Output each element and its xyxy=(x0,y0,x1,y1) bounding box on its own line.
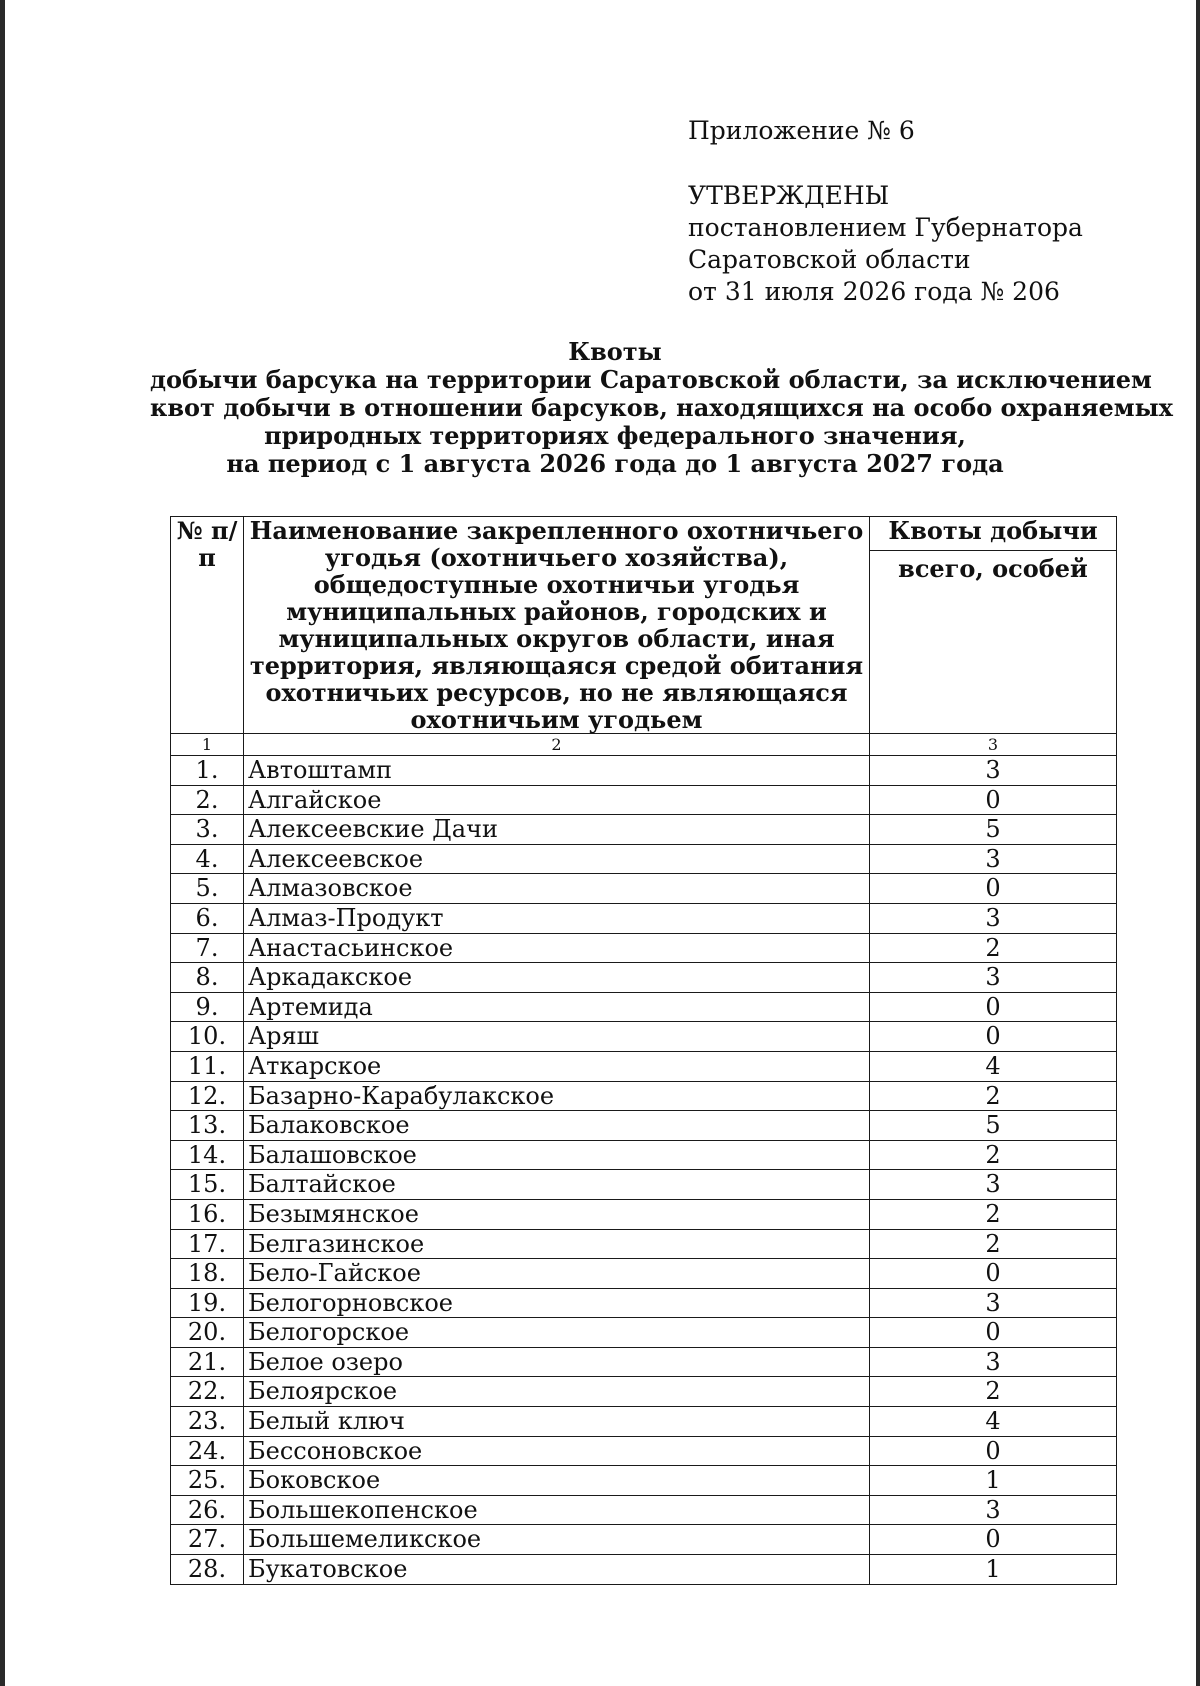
row-quota: 3 xyxy=(870,1347,1117,1377)
row-quota: 1 xyxy=(870,1555,1117,1585)
row-number: 13. xyxy=(171,1111,244,1141)
row-number: 27. xyxy=(171,1525,244,1555)
row-name: Алексеевские Дачи xyxy=(244,815,870,845)
row-name: Аткарское xyxy=(244,1051,870,1081)
row-quota: 5 xyxy=(870,1111,1117,1141)
row-number: 11. xyxy=(171,1051,244,1081)
header-num: № п/п xyxy=(171,517,244,734)
row-name: Большемеликское xyxy=(244,1525,870,1555)
row-name: Алмаз-Продукт xyxy=(244,903,870,933)
row-quota: 0 xyxy=(870,874,1117,904)
row-name: Анастасьинское xyxy=(244,933,870,963)
table-row xyxy=(171,1525,1117,1555)
table-row xyxy=(171,1347,1117,1377)
row-quota: 3 xyxy=(870,1288,1117,1318)
quota-table xyxy=(170,516,1117,1585)
table-body xyxy=(171,756,1117,1585)
row-quota: 3 xyxy=(870,903,1117,933)
table-row xyxy=(171,1466,1117,1496)
row-quota: 3 xyxy=(870,1170,1117,1200)
approval-line: Саратовской области xyxy=(688,245,971,274)
table-row xyxy=(171,1170,1117,1200)
row-number: 4. xyxy=(171,844,244,874)
row-quota: 5 xyxy=(870,815,1117,845)
header-name: Наименование закрепленного охотничьего угодья (охотничьего хозяйства), общедоступные охотничьи угодья муниципальных районов, городских и муниципальных округов области, иная территория, являющаяся средой обитания охотничьих ресурсов, но не являющаяся охотничьим угодьем xyxy=(244,517,870,734)
row-number: 19. xyxy=(171,1288,244,1318)
title-line: квот добычи в отношении барсуков, находящихся на особо охраняемых xyxy=(150,393,1173,422)
appendix-label: Приложение № 6 xyxy=(688,116,915,145)
row-quota: 3 xyxy=(870,1495,1117,1525)
table-row xyxy=(171,1022,1117,1052)
row-quota: 2 xyxy=(870,1140,1117,1170)
column-number: 1 xyxy=(171,734,244,756)
row-number: 10. xyxy=(171,1022,244,1052)
row-name: Белое озеро xyxy=(244,1347,870,1377)
row-name: Белгазинское xyxy=(244,1229,870,1259)
row-quota: 2 xyxy=(870,1229,1117,1259)
row-quota: 3 xyxy=(870,844,1117,874)
row-name: Боковское xyxy=(244,1466,870,1496)
row-name: Балтайское xyxy=(244,1170,870,1200)
approval-line: постановлением Губернатора xyxy=(688,213,1083,242)
row-name: Автоштамп xyxy=(244,756,870,786)
row-name: Букатовское xyxy=(244,1555,870,1585)
scan-edge-left xyxy=(0,0,5,1686)
row-quota: 2 xyxy=(870,933,1117,963)
table-row xyxy=(171,1495,1117,1525)
table-row xyxy=(171,1288,1117,1318)
row-number: 20. xyxy=(171,1318,244,1348)
row-number: 8. xyxy=(171,963,244,993)
table-row xyxy=(171,815,1117,845)
row-number: 6. xyxy=(171,903,244,933)
row-quota: 4 xyxy=(870,1051,1117,1081)
title-line: добычи барсука на территории Саратовской области, за исключением xyxy=(150,365,1152,394)
table-row xyxy=(171,1555,1117,1585)
table-row xyxy=(171,963,1117,993)
row-number: 3. xyxy=(171,815,244,845)
table-row xyxy=(171,844,1117,874)
row-number: 9. xyxy=(171,992,244,1022)
header-quota-sub: всего, особей xyxy=(870,551,1117,734)
row-name: Балашовское xyxy=(244,1140,870,1170)
row-name: Артемида xyxy=(244,992,870,1022)
title-line: на период с 1 августа 2026 года до 1 августа 2027 года xyxy=(226,449,1004,478)
table-row xyxy=(171,1407,1117,1437)
scan-edge-right xyxy=(1196,0,1200,1686)
row-name: Алмазовское xyxy=(244,874,870,904)
row-name: Бело-Гайское xyxy=(244,1259,870,1289)
row-number: 17. xyxy=(171,1229,244,1259)
row-number: 7. xyxy=(171,933,244,963)
row-name: Белоярское xyxy=(244,1377,870,1407)
row-number: 12. xyxy=(171,1081,244,1111)
table-row xyxy=(171,992,1117,1022)
row-number: 15. xyxy=(171,1170,244,1200)
table-row xyxy=(171,933,1117,963)
table-row xyxy=(171,874,1117,904)
row-name: Балаковское xyxy=(244,1111,870,1141)
row-quota: 0 xyxy=(870,992,1117,1022)
row-quota: 0 xyxy=(870,1022,1117,1052)
row-number: 5. xyxy=(171,874,244,904)
row-quota: 2 xyxy=(870,1199,1117,1229)
header-quota-group: Квоты добычи xyxy=(870,517,1117,551)
approval-line: от 31 июля 2026 года № 206 xyxy=(688,277,1060,306)
row-number: 28. xyxy=(171,1555,244,1585)
row-quota: 3 xyxy=(870,756,1117,786)
row-quota: 2 xyxy=(870,1081,1117,1111)
row-number: 18. xyxy=(171,1259,244,1289)
table-row xyxy=(171,1111,1117,1141)
column-number: 3 xyxy=(870,734,1117,756)
table-row xyxy=(171,1229,1117,1259)
table-row xyxy=(171,1051,1117,1081)
row-number: 2. xyxy=(171,785,244,815)
row-quota: 2 xyxy=(870,1377,1117,1407)
title-line: природных территориях федерального значения, xyxy=(264,421,966,450)
table-row xyxy=(171,1318,1117,1348)
row-number: 23. xyxy=(171,1407,244,1437)
row-name: Белогорское xyxy=(244,1318,870,1348)
document-title xyxy=(150,337,1173,478)
row-name: Белогорновское xyxy=(244,1288,870,1318)
row-name: Большекопенское xyxy=(244,1495,870,1525)
row-number: 14. xyxy=(171,1140,244,1170)
table-row xyxy=(171,903,1117,933)
row-name: Белый ключ xyxy=(244,1407,870,1437)
row-name: Аркадакское xyxy=(244,963,870,993)
row-name: Алексеевское xyxy=(244,844,870,874)
row-name: Алгайское xyxy=(244,785,870,815)
table-row xyxy=(171,1259,1117,1289)
approval-line: УТВЕРЖДЕНЫ xyxy=(688,181,890,210)
row-number: 24. xyxy=(171,1436,244,1466)
row-name: Безымянское xyxy=(244,1199,870,1229)
row-quota: 0 xyxy=(870,1436,1117,1466)
row-name: Бессоновское xyxy=(244,1436,870,1466)
table-row xyxy=(171,1199,1117,1229)
title-line: Квоты xyxy=(568,337,662,366)
row-quota: 0 xyxy=(870,1318,1117,1348)
row-quota: 0 xyxy=(870,1525,1117,1555)
row-number: 25. xyxy=(171,1466,244,1496)
row-quota: 4 xyxy=(870,1407,1117,1437)
column-number: 2 xyxy=(244,734,870,756)
table-row xyxy=(171,1377,1117,1407)
row-number: 16. xyxy=(171,1199,244,1229)
table-row xyxy=(171,1140,1117,1170)
row-number: 26. xyxy=(171,1495,244,1525)
row-number: 22. xyxy=(171,1377,244,1407)
table-row xyxy=(171,1081,1117,1111)
row-name: Базарно-Карабулакское xyxy=(244,1081,870,1111)
row-name: Аряш xyxy=(244,1022,870,1052)
table-row xyxy=(171,785,1117,815)
row-quota: 1 xyxy=(870,1466,1117,1496)
row-quota: 3 xyxy=(870,963,1117,993)
row-quota: 0 xyxy=(870,1259,1117,1289)
approval-block xyxy=(688,180,1083,308)
table-row xyxy=(171,1436,1117,1466)
row-quota: 0 xyxy=(870,785,1117,815)
table-row xyxy=(171,756,1117,786)
row-number: 21. xyxy=(171,1347,244,1377)
row-number: 1. xyxy=(171,756,244,786)
